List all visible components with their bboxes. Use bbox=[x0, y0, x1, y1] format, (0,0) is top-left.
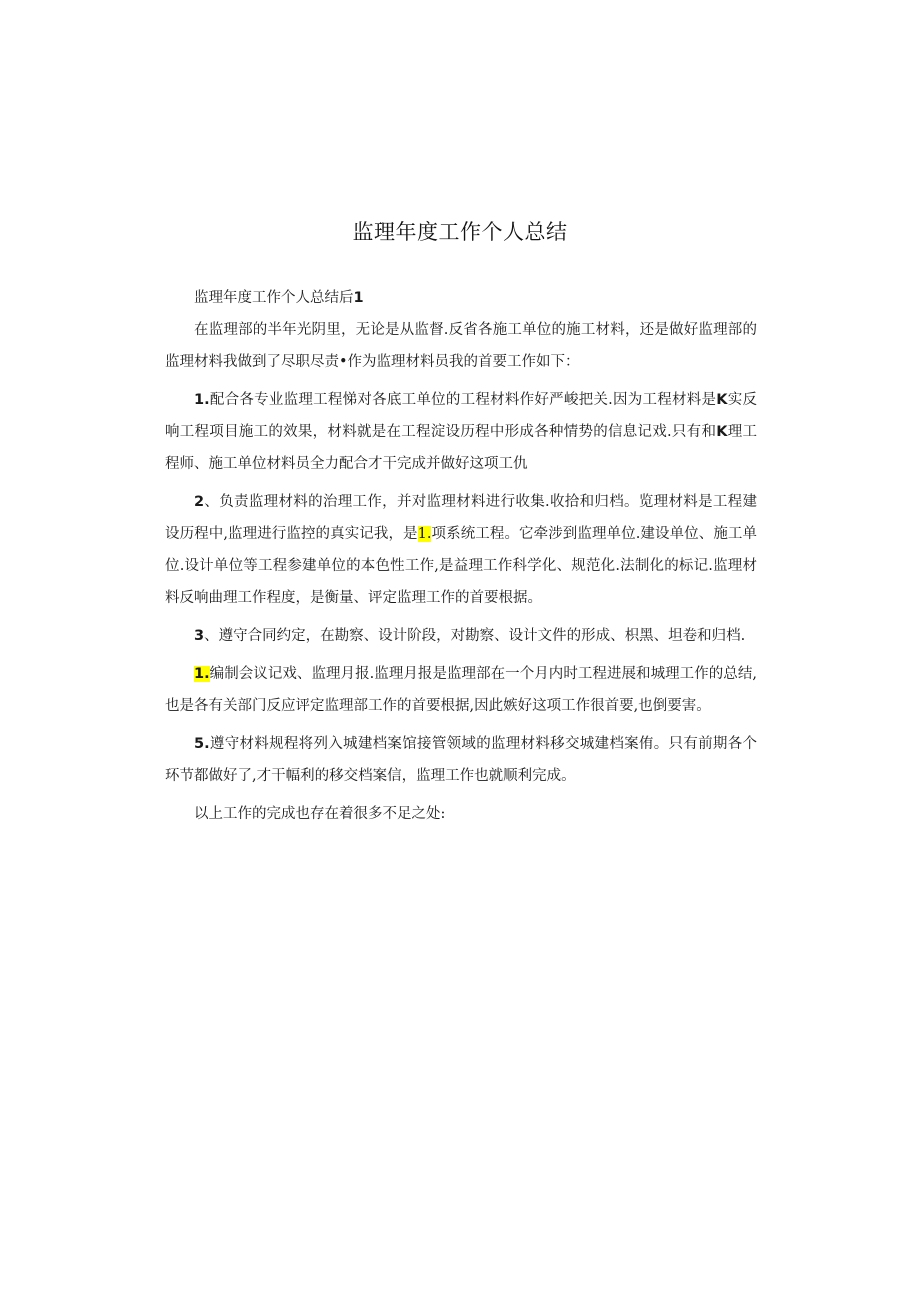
item-3-text: 、遵守合同约定，在勘察、设计阶段，对勘察、设计文件的形成、枳黑、坦卷和归档. bbox=[204, 628, 746, 644]
item-4-number: 1. bbox=[194, 666, 210, 682]
item-5-text: 遵守材料规程将列入城建档案馆接管领域的监理材料移交城建档案侑。只有前期各个环节都做好了,才干幅利的移交档案信，监理工作也就顺利完成。 bbox=[165, 736, 757, 784]
item-2-text-b: 项系统工程。它牵涉到监理单位.建设单位、施工单位.设计单位等工程参建单位的本色性工作,是益理工作科学化、规范化.法制化的标记.监理材料反响曲理工作程度，是衡量、评定监理工作的首要根据。 bbox=[165, 526, 758, 606]
item-1-text-c: 理工程师、施工单位材料员全力配合才干完成并做好这项工仇 bbox=[165, 424, 758, 472]
document-title: 监理年度工作个人总结 bbox=[352, 220, 568, 244]
item-3-paragraph bbox=[165, 620, 757, 652]
item-3-number: 3 bbox=[194, 628, 205, 644]
item-1-mark-a: K bbox=[716, 392, 728, 408]
item-4-text: 编制会议记戏、监理月报.监理月报是监理部在一个月内时工程进展和城理工作的总结,也是各有关部门反应评定监理部工作的首要根据,因此嫉好这项工作很首要,也倒要害。 bbox=[165, 666, 757, 714]
item-5-paragraph bbox=[165, 728, 757, 792]
item-2-number: 2 bbox=[194, 494, 205, 510]
closing-paragraph: 以上工作的完成也存在着很多不足之处: bbox=[194, 806, 446, 822]
item-1-number: 1. bbox=[194, 392, 210, 408]
item-2-highlight: 1. bbox=[417, 526, 432, 542]
intro-paragraph: 在监理部的半年光阴里，无论是从监督.反省各施工单位的施工材料，还是做好监理部的监理材料我做到了尽职尽责•作为监理材料员我的首要工作如下： bbox=[165, 322, 757, 370]
item-1-mark-b: K bbox=[716, 424, 728, 440]
item-1-paragraph bbox=[165, 384, 757, 480]
subtitle-number: 1 bbox=[353, 290, 364, 306]
item-1-text-a: 配合各专业监理工程悌对各底工单位的工程材料作好严峻把关.因为工程材料是 bbox=[209, 392, 717, 408]
item-2-paragraph bbox=[165, 486, 757, 614]
subtitle-paragraph bbox=[165, 282, 757, 314]
item-2-text-a: 、负责监理材料的治理工作，并对监理材料进行收集.收拾和归档。览理材料是工程建设历程中,监理进行监控的真实记我，是 bbox=[165, 494, 757, 542]
item-1-text-b: 实反响工程项目施工的效果，材料就是在工程淀设历程中形成各种情势的信息记戏.只有和 bbox=[165, 392, 758, 440]
subtitle-text: 监理年度工作个人总结后 bbox=[194, 290, 354, 306]
item-4-paragraph bbox=[165, 658, 757, 722]
document-body bbox=[165, 282, 757, 836]
item-5-number: 5. bbox=[194, 736, 210, 752]
